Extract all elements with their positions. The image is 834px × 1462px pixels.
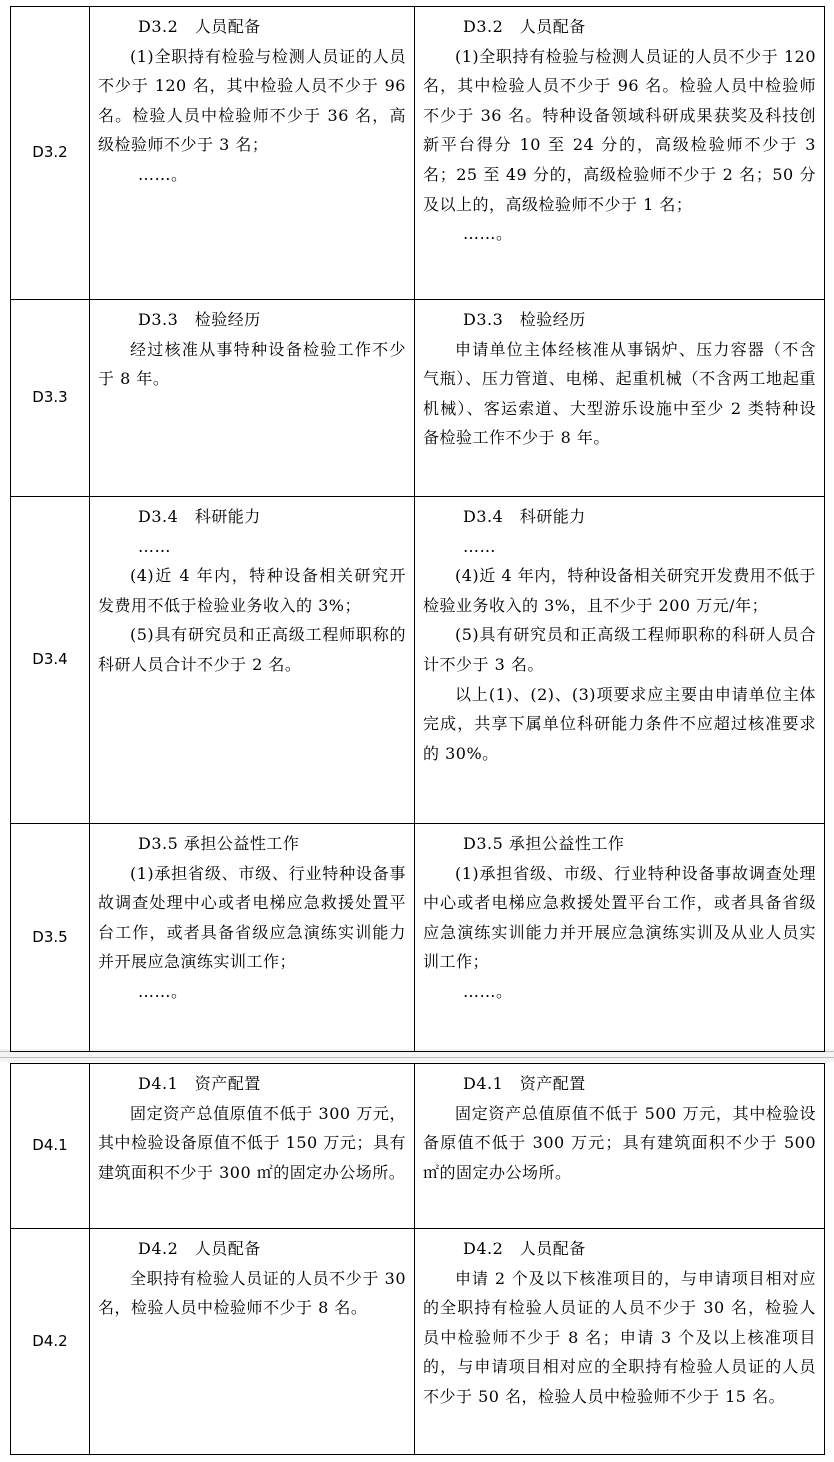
clause-paragraph: ……。 bbox=[138, 981, 188, 1001]
clause-heading: D4.2 人员配备 bbox=[463, 1239, 586, 1258]
clause-paragraph: …… bbox=[138, 536, 171, 556]
clause-heading: D3.2 人员配备 bbox=[463, 17, 586, 36]
table-row bbox=[11, 1064, 825, 1229]
clause-paragraph: 申请 2 个及以下核准项目的，与申请项目相对应的全职持有检验人员证的人员不少于 30 名，检验人员中检验师不少于 8 名；申请 3 个及以上核准项目的，与申请项目相对应的全职持有检验人员证的人员不少于 50 名，检验人员中检验师不少于 15 名。 bbox=[423, 1268, 816, 1406]
original-clause-cell bbox=[90, 497, 415, 824]
page-break-line bbox=[0, 1057, 834, 1058]
clause-heading: D3.3 检验经历 bbox=[138, 310, 261, 329]
clause-paragraph: (1)承担省级、市级、行业特种设备事故调查处理中心或者电梯应急救援处置平台工作，或者具备省级应急演练实训能力并开展应急演练实训及从业人员实训工作； bbox=[423, 863, 816, 972]
clause-paragraph: 以上(1)、(2)、(3)项要求应主要由申请单位主体完成，共享下属单位科研能力条件不应超过核准要求的 30%。 bbox=[423, 684, 816, 763]
clause-heading: D3.2 人员配备 bbox=[138, 17, 261, 36]
clause-heading: D4.2 人员配备 bbox=[138, 1239, 261, 1258]
original-clause-cell bbox=[90, 824, 415, 1052]
clause-paragraph: ……。 bbox=[138, 164, 188, 184]
revised-clause-cell bbox=[415, 1064, 825, 1229]
clause-paragraph: 经过核准从事特种设备检验工作不少于 8 年。 bbox=[98, 339, 406, 389]
original-clause-cell bbox=[90, 300, 415, 497]
clause-paragraph: (5)具有研究员和正高级工程师职称的科研人员合计不少于 3 名。 bbox=[423, 625, 816, 674]
clause-paragraph: 固定资产总值原值不低于 300 万元，其中检验设备原值不低于 150 万元；具有建筑面积不少于 300 ㎡的固定办公场所。 bbox=[98, 1103, 406, 1182]
revised-clause-cell bbox=[415, 824, 825, 1052]
comparison-table-d4 bbox=[10, 1063, 825, 1455]
clause-heading: D4.1 资产配置 bbox=[138, 1074, 261, 1093]
clause-paragraph: 全职持有检验人员证的人员不少于 30 名，检验人员中检验师不少于 8 名。 bbox=[98, 1268, 406, 1318]
original-clause-cell bbox=[90, 7, 415, 300]
comparison-table-d3 bbox=[10, 6, 825, 1052]
clause-code: D4.2 bbox=[11, 1229, 90, 1455]
original-clause-cell bbox=[90, 1064, 415, 1229]
clause-paragraph: (1)全职持有检验与检测人员证的人员不少于 120 名，其中检验人员不少于 96 名。检验人员中检验师不少于 36 名，高级检验师不少于 3 名； bbox=[98, 46, 406, 155]
clause-paragraph: 申请单位主体经核准从事锅炉、压力容器（不含气瓶）、压力管道、电梯、起重机械（不含两工地起重机械）、客运索道、大型游乐设施中至少 2 类特种设备检验工作不少于 8 年。 bbox=[423, 339, 816, 448]
clause-code: D3.2 bbox=[11, 7, 90, 300]
clause-code: D3.3 bbox=[11, 300, 90, 497]
revised-clause-cell bbox=[415, 7, 825, 300]
original-clause-cell bbox=[90, 1229, 415, 1455]
clause-heading: D3.3 检验经历 bbox=[463, 310, 586, 329]
clause-heading: D3.4 科研能力 bbox=[463, 507, 586, 526]
table-row bbox=[11, 7, 825, 300]
clause-paragraph: (4)近 4 年内，特种设备相关研究开发费用不低于检验业务收入的 3%，且不少于 200 万元/年； bbox=[423, 566, 816, 615]
revised-clause-cell bbox=[415, 300, 825, 497]
clause-paragraph: (4)近 4 年内，特种设备相关研究开发费用不低于检验业务收入的 3%； bbox=[98, 566, 406, 615]
table-row bbox=[11, 497, 825, 824]
clause-heading: D4.1 资产配置 bbox=[463, 1074, 586, 1093]
clause-paragraph: (1)承担省级、市级、行业特种设备事故调查处理中心或者电梯应急救援处置平台工作，或者具备省级应急演练实训能力并开展应急演练实训工作； bbox=[98, 863, 406, 972]
revised-clause-cell bbox=[415, 497, 825, 824]
clause-heading: D3.5 承担公益性工作 bbox=[138, 834, 300, 853]
table-body bbox=[11, 1064, 825, 1455]
clause-paragraph: …… bbox=[463, 536, 496, 556]
clause-code: D3.5 bbox=[11, 824, 90, 1052]
table-row bbox=[11, 300, 825, 497]
revised-clause-cell bbox=[415, 1229, 825, 1455]
table-body bbox=[11, 7, 825, 1052]
clause-heading: D3.5 承担公益性工作 bbox=[463, 834, 625, 853]
clause-paragraph: 固定资产总值原值不低于 500 万元，其中检验设备原值不低于 300 万元；具有建筑面积不少于 500 ㎡的固定办公场所。 bbox=[423, 1103, 816, 1182]
table-row bbox=[11, 824, 825, 1052]
clause-paragraph: ……。 bbox=[463, 981, 513, 1001]
clause-heading: D3.4 科研能力 bbox=[138, 507, 261, 526]
clause-paragraph: ……。 bbox=[463, 224, 513, 244]
clause-code: D3.4 bbox=[11, 497, 90, 824]
clause-code: D4.1 bbox=[11, 1064, 90, 1229]
clause-paragraph: (1)全职持有检验与检测人员证的人员不少于 120 名，其中检验人员不少于 96 名。检验人员中检验师不少于 36 名。特种设备领域科研成果获奖及科技创新平台得分 10 至 24 分的，高级检验师不少于 3 名；25 至 49 分的，高级检验师不少于 2 名；50 分及以上的，高级检验师不少于 1 名； bbox=[423, 46, 816, 214]
clause-paragraph: (5)具有研究员和正高级工程师职称的科研人员合计不少于 2 名。 bbox=[98, 625, 406, 674]
table-row bbox=[11, 1229, 825, 1455]
